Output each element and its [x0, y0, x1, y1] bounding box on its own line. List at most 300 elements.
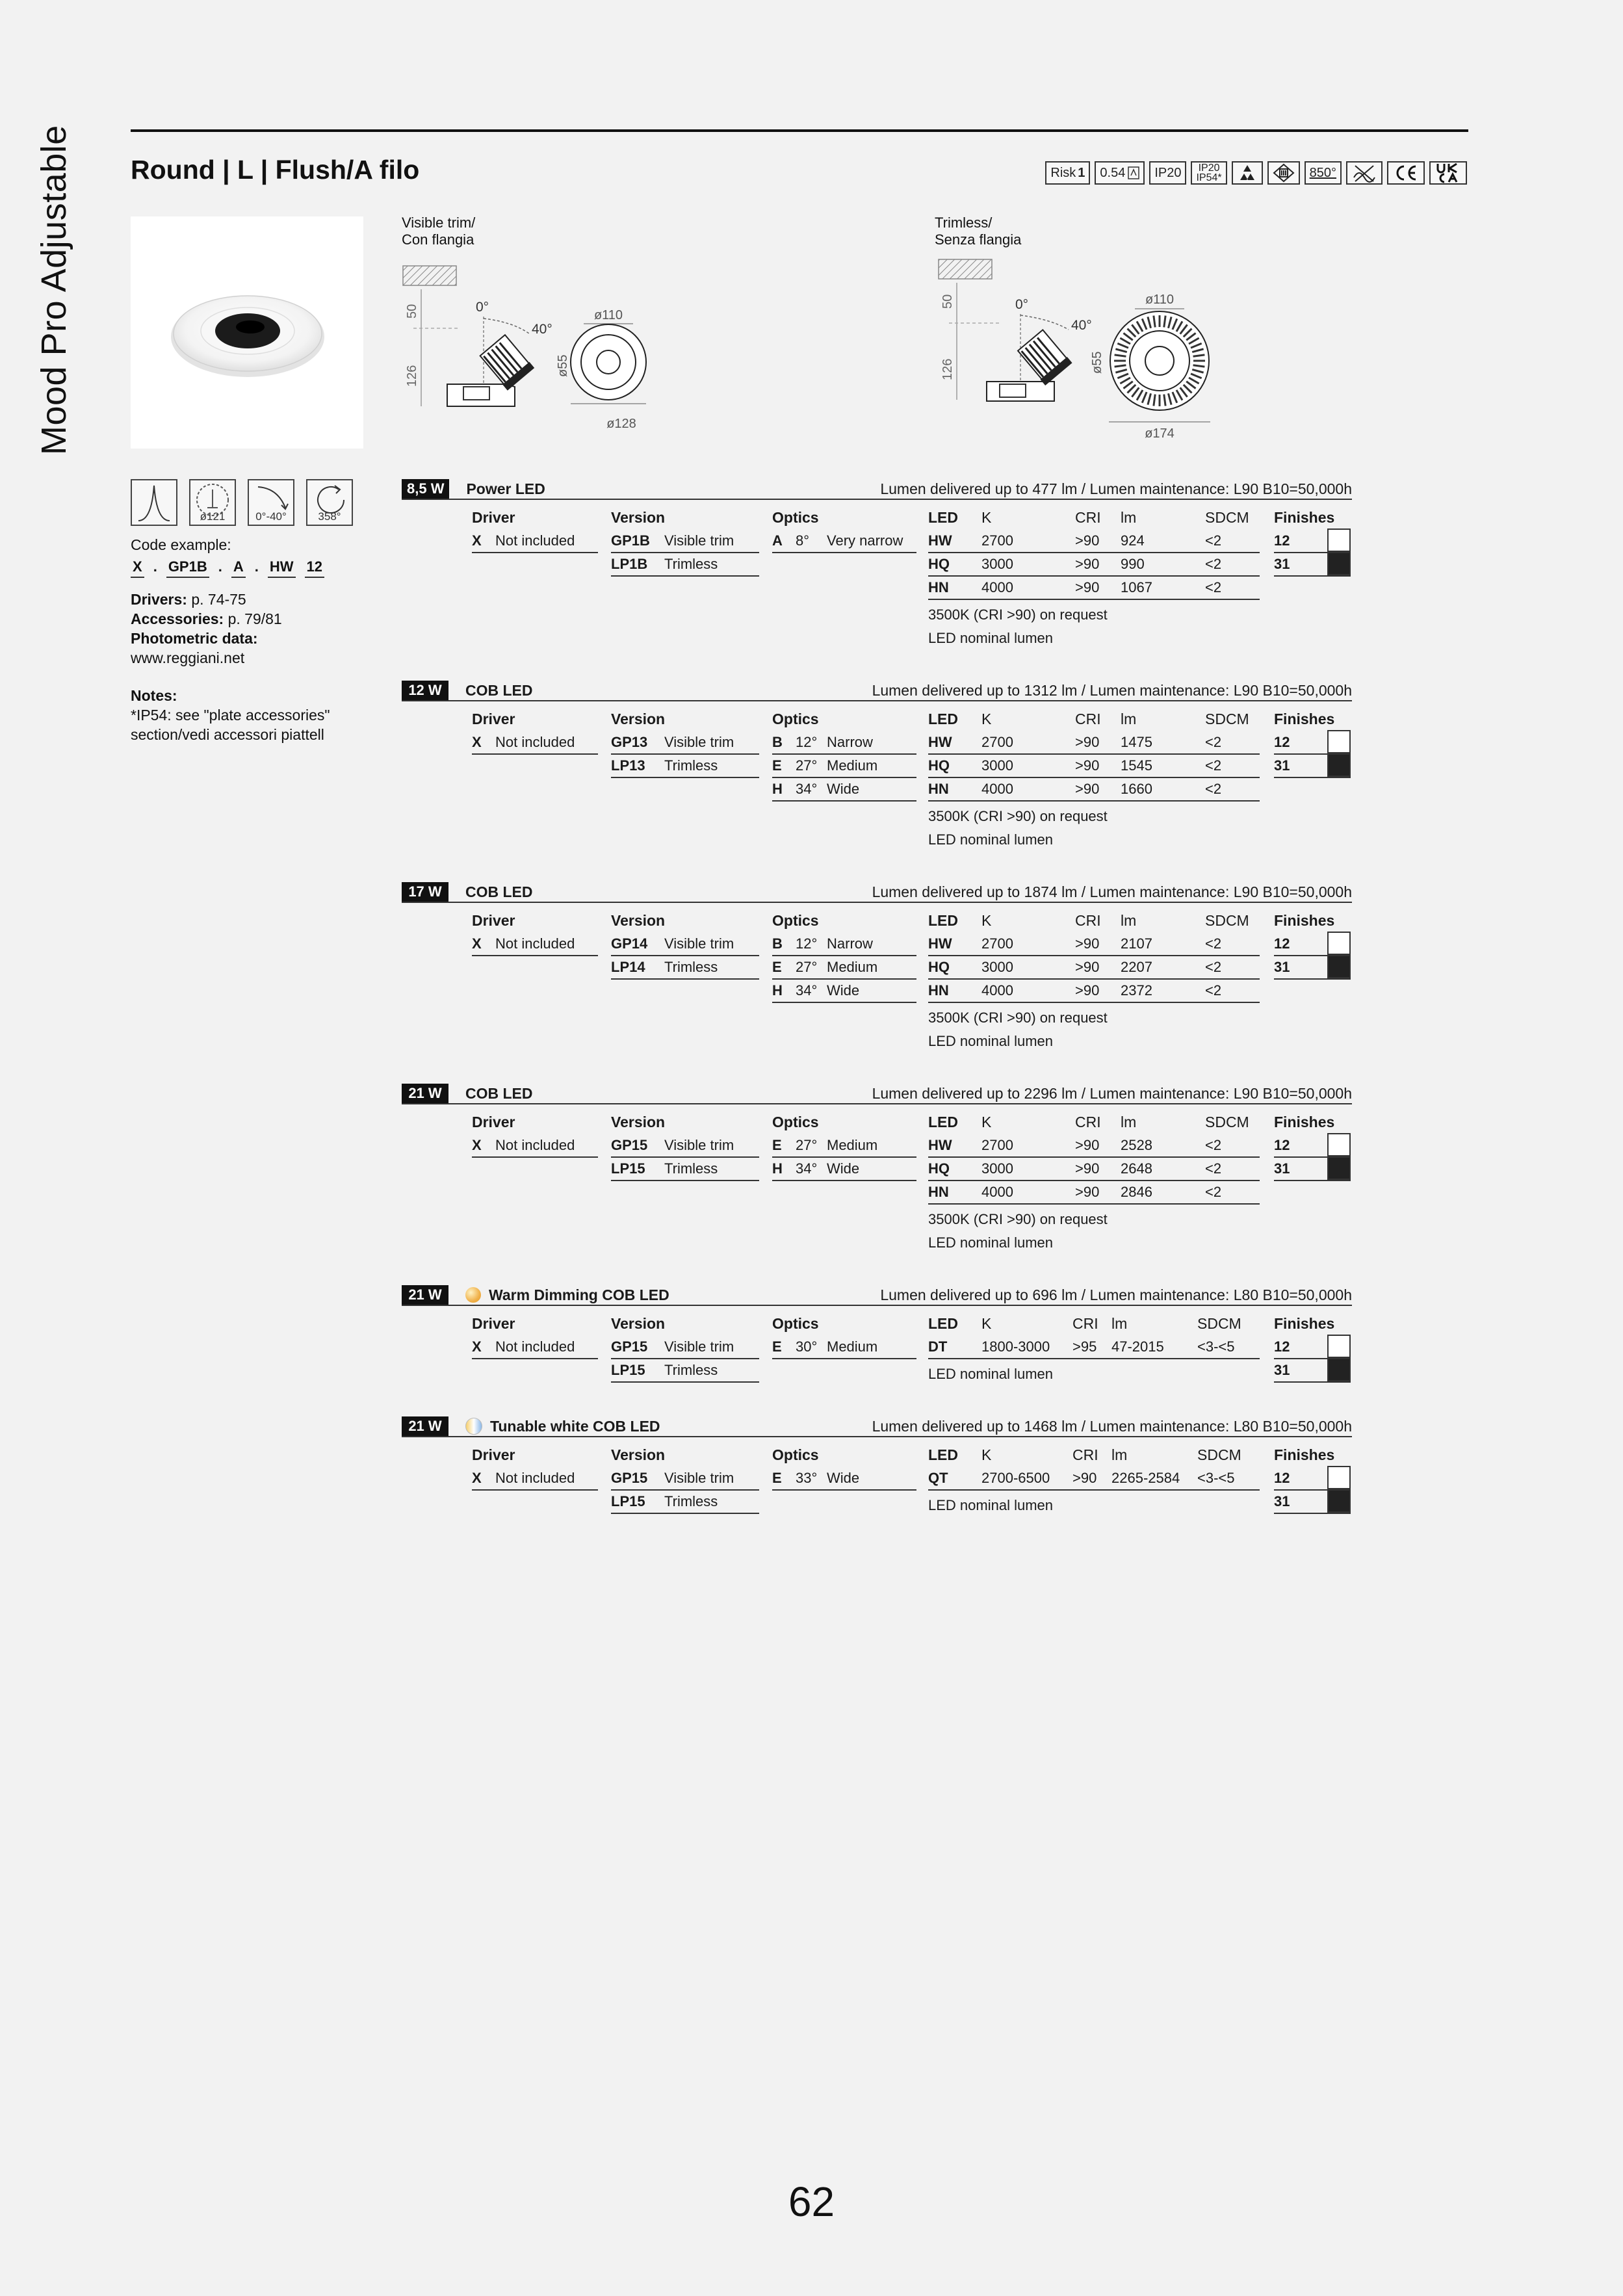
led-code: HW [928, 532, 952, 549]
led-cri: >90 [1075, 579, 1100, 595]
row-rule [1274, 1513, 1351, 1514]
wattage-badge: 21 W [402, 1084, 448, 1103]
svg-text:40°: 40° [1071, 318, 1092, 333]
led-code: HW [928, 935, 952, 952]
product-section [402, 882, 1352, 1049]
section-header [402, 1285, 1352, 1306]
column-header-cri: CRI [1072, 1446, 1098, 1463]
column-header-driver: Driver [472, 1315, 515, 1332]
svg-text:40°: 40° [532, 322, 552, 337]
row-rule [472, 753, 598, 755]
version-option: GP1B Visible trim [611, 532, 734, 549]
version-option: LP14 Trimless [611, 959, 718, 975]
led-lm: 1660 [1121, 781, 1152, 797]
column-header-version: Version [611, 1114, 666, 1130]
certification-row [1045, 161, 1467, 185]
row-rule [611, 1180, 759, 1181]
lumen-info: Lumen delivered up to 477 lm / Lumen maintenance: L90 B10=50,000h [880, 480, 1352, 497]
led-sdcm: <2 [1205, 532, 1222, 549]
row-rule [611, 777, 759, 778]
row-rule [928, 777, 1260, 778]
version-option: GP15 Visible trim [611, 1137, 734, 1153]
led-lm: 924 [1121, 532, 1145, 549]
led-lm: 2372 [1121, 982, 1152, 998]
row-rule [928, 955, 1260, 956]
column-header-driver: Driver [472, 1114, 515, 1130]
led-code: HN [928, 982, 949, 998]
led-k: 2700-6500 [981, 1470, 1050, 1486]
led-lm: 1545 [1121, 757, 1152, 774]
led-k: 2700 [981, 935, 1013, 952]
feature-icons [131, 479, 353, 526]
led-code: HQ [928, 959, 950, 975]
row-rule [772, 978, 916, 980]
row-rule [928, 552, 1260, 553]
led-cri: >90 [1075, 556, 1100, 572]
row-rule [472, 955, 598, 956]
svg-text:126: 126 [941, 358, 955, 380]
version-option: LP1B Trimless [611, 556, 718, 572]
led-sdcm: <2 [1205, 734, 1222, 750]
column-header-optics: Optics [772, 912, 819, 929]
finish-code: 31 [1274, 1493, 1290, 1509]
led-sdcm: <2 [1205, 1184, 1222, 1200]
led-type: Tunable white COB LED [465, 1418, 660, 1435]
column-header-optics: Optics [772, 1446, 819, 1463]
lumen-info: Lumen delivered up to 1874 lm / Lumen maintenance: L90 B10=50,000h [872, 883, 1352, 900]
product-section [402, 1416, 1352, 1513]
optics-option: B 12° Narrow [772, 734, 873, 750]
led-note: LED nominal lumen [928, 1497, 1053, 1513]
svg-text:0°: 0° [1015, 297, 1029, 312]
version-option: LP15 Trimless [611, 1493, 718, 1509]
version-option: GP15 Visible trim [611, 1338, 734, 1355]
finish-code: 31 [1274, 1160, 1290, 1177]
svg-text:ø174: ø174 [1145, 426, 1175, 441]
rotation-icon: 358° [306, 479, 353, 526]
led-sdcm: <2 [1205, 982, 1222, 998]
led-cri: >90 [1075, 935, 1100, 952]
led-k: 2700 [981, 532, 1013, 549]
led-lm: 990 [1121, 556, 1145, 572]
led-k: 3000 [981, 556, 1013, 572]
wattage-badge: 8,5 W [402, 479, 449, 499]
finish-swatch-white [1327, 1466, 1351, 1489]
column-header-lm: lm [1111, 1315, 1128, 1332]
column-header-led: LED [928, 1315, 958, 1332]
optics-option: E 27° Medium [772, 959, 878, 975]
finish-swatch-black [1327, 552, 1351, 575]
row-rule [611, 1513, 759, 1514]
row-rule [772, 753, 916, 755]
product-section [402, 1084, 1352, 1251]
led-cri: >95 [1072, 1338, 1097, 1355]
column-header-cri: CRI [1075, 711, 1101, 727]
row-rule [772, 955, 916, 956]
led-sdcm: <2 [1205, 959, 1222, 975]
led-sdcm: <2 [1205, 1160, 1222, 1177]
wattage-badge: 12 W [402, 681, 448, 700]
svg-text:ø110: ø110 [593, 308, 623, 322]
led-sdcm: <2 [1205, 781, 1222, 797]
finish-code: 12 [1274, 1338, 1290, 1355]
column-header-sdcm: SDCM [1197, 1446, 1241, 1463]
led-k: 2700 [981, 734, 1013, 750]
row-rule [611, 1381, 759, 1383]
led-code: HN [928, 579, 949, 595]
column-header-optics: Optics [772, 509, 819, 526]
section-header [402, 681, 1352, 701]
product-section [402, 479, 1352, 646]
technical-drawing-visible-trim [402, 257, 675, 439]
row-rule [928, 800, 1260, 802]
led-cri: >90 [1075, 959, 1100, 975]
row-rule [928, 1156, 1260, 1158]
column-header-sdcm: SDCM [1197, 1315, 1241, 1332]
column-header-optics: Optics [772, 1114, 819, 1130]
column-header-lm: lm [1121, 1114, 1137, 1130]
led-lm: 1475 [1121, 734, 1152, 750]
version-option: LP13 Trimless [611, 757, 718, 774]
led-note: 3500K (CRI >90) on request [928, 1010, 1108, 1026]
led-k: 2700 [981, 1137, 1013, 1153]
led-lm: 2846 [1121, 1184, 1152, 1200]
svg-text:0°: 0° [476, 300, 489, 315]
side-title: Mood Pro Adjustable [34, 125, 73, 455]
column-header-finishes: Finishes [1274, 1446, 1335, 1463]
finish-code: 31 [1274, 556, 1290, 572]
led-k: 1800-3000 [981, 1338, 1050, 1355]
led-cri: >90 [1075, 1137, 1100, 1153]
led-code: HN [928, 1184, 949, 1200]
optics-option: B 12° Narrow [772, 935, 873, 952]
led-k: 4000 [981, 982, 1013, 998]
power-factor-badge: 0.54 [1095, 161, 1145, 185]
version-option: GP14 Visible trim [611, 935, 734, 952]
recycle-icon [1232, 161, 1263, 185]
driver-option: X Not included [472, 935, 575, 952]
led-cri: >90 [1075, 1184, 1100, 1200]
finish-code: 31 [1274, 959, 1290, 975]
led-k: 4000 [981, 1184, 1013, 1200]
section-header [402, 479, 1352, 500]
ip20-badge: IP20 [1149, 161, 1186, 185]
column-header-k: K [981, 912, 992, 929]
row-rule [928, 978, 1260, 980]
cutout-icon: ø121 [189, 479, 236, 526]
column-header-cri: CRI [1075, 1114, 1101, 1130]
svg-text:50: 50 [405, 304, 419, 319]
column-header-optics: Optics [772, 711, 819, 727]
row-rule [772, 777, 916, 778]
finish-code: 12 [1274, 532, 1290, 549]
section-header [402, 1416, 1352, 1437]
led-sdcm: <2 [1205, 556, 1222, 572]
optics-option: E 27° Medium [772, 757, 878, 774]
optics-option: E 27° Medium [772, 1137, 878, 1153]
row-rule [611, 1489, 759, 1491]
svg-text:50: 50 [941, 294, 955, 309]
led-note: LED nominal lumen [928, 1033, 1053, 1049]
driver-option: X Not included [472, 1137, 575, 1153]
led-type: COB LED [465, 681, 533, 699]
led-type: Warm Dimming COB LED [465, 1286, 669, 1304]
column-header-cri: CRI [1072, 1315, 1098, 1332]
column-header-cri: CRI [1075, 912, 1101, 929]
section-header [402, 1084, 1352, 1104]
led-note: LED nominal lumen [928, 630, 1053, 646]
row-rule [472, 552, 598, 553]
led-cri: >90 [1075, 982, 1100, 998]
risk-badge: Risk 1 [1045, 161, 1090, 185]
lumen-info: Lumen delivered up to 1468 lm / Lumen maintenance: L80 B10=50,000h [872, 1418, 1352, 1435]
column-header-driver: Driver [472, 1446, 515, 1463]
led-code: HW [928, 734, 952, 750]
optics-option: H 34° Wide [772, 1160, 860, 1177]
row-rule [1274, 1381, 1351, 1383]
ukca-mark-icon [1429, 161, 1467, 185]
lumen-info: Lumen delivered up to 2296 lm / Lumen maintenance: L90 B10=50,000h [872, 1085, 1352, 1102]
row-rule [611, 552, 759, 553]
column-header-finishes: Finishes [1274, 711, 1335, 727]
tilt-icon: 0°-40° [248, 479, 294, 526]
finish-code: 31 [1274, 1362, 1290, 1378]
led-k: 3000 [981, 1160, 1013, 1177]
finish-swatch-black [1327, 1358, 1351, 1381]
led-cri: >90 [1075, 1160, 1100, 1177]
version-option: LP15 Trimless [611, 1362, 718, 1378]
column-header-k: K [981, 711, 992, 727]
page-title: Round | L | Flush/A filo [131, 155, 420, 185]
column-header-k: K [981, 1446, 992, 1463]
column-header-version: Version [611, 912, 666, 929]
row-rule [772, 552, 916, 553]
column-header-version: Version [611, 711, 666, 727]
column-header-led: LED [928, 1114, 958, 1130]
row-rule [928, 1203, 1260, 1205]
beam-icon [131, 479, 177, 526]
led-sdcm: <3-<5 [1197, 1338, 1235, 1355]
row-rule [472, 1358, 598, 1359]
ce-mark-icon [1387, 161, 1425, 185]
row-rule [928, 1489, 1260, 1491]
finish-swatch-white [1327, 528, 1351, 552]
column-header-optics: Optics [772, 1315, 819, 1332]
led-type: Power LED [466, 480, 545, 497]
led-sdcm: <2 [1205, 579, 1222, 595]
row-rule [611, 978, 759, 980]
column-header-led: LED [928, 509, 958, 526]
svg-text:ø55: ø55 [1090, 351, 1104, 374]
product-photo [131, 216, 363, 449]
row-rule [928, 1002, 1260, 1003]
product-section [402, 681, 1352, 848]
led-lm: 2107 [1121, 935, 1152, 952]
led-sdcm: <2 [1205, 757, 1222, 774]
finish-swatch-white [1327, 932, 1351, 955]
row-rule [772, 800, 916, 802]
tunable-white-icon [465, 1418, 482, 1435]
column-header-sdcm: SDCM [1205, 912, 1249, 929]
row-rule [772, 1156, 916, 1158]
led-note: 3500K (CRI >90) on request [928, 607, 1108, 623]
website-link[interactable]: www.reggiani.net [131, 649, 245, 666]
code-example-label: Code example: [131, 536, 231, 553]
column-header-sdcm: SDCM [1205, 711, 1249, 727]
led-lm: 2648 [1121, 1160, 1152, 1177]
row-rule [772, 1180, 916, 1181]
driver-option: X Not included [472, 532, 575, 549]
temperature-badge: 850° [1305, 161, 1342, 185]
finish-swatch-black [1327, 955, 1351, 978]
row-rule [611, 955, 759, 956]
finish-swatch-white [1327, 1335, 1351, 1358]
led-note: LED nominal lumen [928, 831, 1053, 848]
column-header-k: K [981, 1315, 992, 1332]
column-header-cri: CRI [1075, 509, 1101, 526]
row-rule [1274, 978, 1351, 980]
led-k: 3000 [981, 959, 1013, 975]
svg-text:ø128: ø128 [606, 417, 636, 431]
column-header-sdcm: SDCM [1205, 509, 1249, 526]
lumen-info: Lumen delivered up to 696 lm / Lumen maintenance: L80 B10=50,000h [880, 1286, 1352, 1303]
row-rule [928, 599, 1260, 600]
column-header-version: Version [611, 509, 666, 526]
wattage-badge: 21 W [402, 1285, 448, 1305]
row-rule [928, 575, 1260, 577]
version-option: GP13 Visible trim [611, 734, 734, 750]
led-type: COB LED [465, 883, 533, 900]
column-header-led: LED [928, 912, 958, 929]
led-code: HW [928, 1137, 952, 1153]
finish-code: 31 [1274, 757, 1290, 774]
drawing-label-visible-trim: Visible trim/ Con flangia [402, 215, 476, 248]
led-k: 4000 [981, 579, 1013, 595]
drawing-label-trimless: Trimless/ Senza flangia [935, 215, 1022, 248]
column-header-finishes: Finishes [1274, 912, 1335, 929]
finish-swatch-white [1327, 730, 1351, 753]
lumen-info: Lumen delivered up to 1312 lm / Lumen maintenance: L90 B10=50,000h [872, 682, 1352, 699]
optics-option: E 33° Wide [772, 1470, 860, 1486]
led-code: HQ [928, 1160, 950, 1177]
row-rule [928, 1180, 1260, 1181]
column-header-led: LED [928, 711, 958, 727]
svg-text:ø110: ø110 [1145, 293, 1175, 307]
wattage-badge: 17 W [402, 882, 448, 902]
led-sdcm: <2 [1205, 935, 1222, 952]
column-header-driver: Driver [472, 509, 515, 526]
row-rule [611, 1156, 759, 1158]
finish-swatch-black [1327, 1489, 1351, 1513]
led-lm: 47-2015 [1111, 1338, 1164, 1355]
top-rule [131, 129, 1468, 132]
references: Drivers: p. 74-75 Accessories: p. 79/81 Photometric data: www.reggiani.net [131, 590, 378, 668]
row-rule [928, 1358, 1260, 1359]
version-option: LP15 Trimless [611, 1160, 718, 1177]
notes-title: Notes: [131, 687, 177, 704]
finish-code: 12 [1274, 935, 1290, 952]
ip-rating-badge: IP20 IP54* [1191, 161, 1227, 185]
led-code: HQ [928, 556, 950, 572]
row-rule [472, 1489, 598, 1491]
column-header-sdcm: SDCM [1205, 1114, 1249, 1130]
led-sdcm: <3-<5 [1197, 1470, 1235, 1486]
section-header [402, 882, 1352, 903]
column-header-version: Version [611, 1446, 666, 1463]
column-header-k: K [981, 1114, 992, 1130]
finish-swatch-black [1327, 753, 1351, 777]
finish-code: 12 [1274, 1137, 1290, 1153]
no-insulation-icon [1346, 161, 1383, 185]
finish-swatch-white [1327, 1133, 1351, 1156]
driver-option: X Not included [472, 1338, 575, 1355]
led-cri: >90 [1075, 734, 1100, 750]
wattage-badge: 21 W [402, 1416, 448, 1436]
notes-text: *IP54: see "plate accessories" section/vedi accessori piattell [131, 707, 330, 743]
column-header-finishes: Finishes [1274, 509, 1335, 526]
led-k: 3000 [981, 757, 1013, 774]
column-header-led: LED [928, 1446, 958, 1463]
led-lm: 2265-2584 [1111, 1470, 1180, 1486]
left-info-column [131, 535, 378, 744]
row-rule [611, 575, 759, 577]
optics-option: H 34° Wide [772, 982, 860, 998]
led-type: COB LED [465, 1084, 533, 1102]
led-k: 4000 [981, 781, 1013, 797]
optics-option: A 8° Very narrow [772, 532, 903, 549]
driver-option: X Not included [472, 734, 575, 750]
led-code: HN [928, 781, 949, 797]
row-rule [611, 1358, 759, 1359]
version-option: GP15 Visible trim [611, 1470, 734, 1486]
led-note: 3500K (CRI >90) on request [928, 808, 1108, 824]
row-rule [772, 1002, 916, 1003]
warm-dimming-icon [465, 1287, 481, 1303]
code-example: X . GP1B . A . HW 12 [131, 557, 378, 578]
column-header-finishes: Finishes [1274, 1114, 1335, 1130]
row-rule [1274, 575, 1351, 577]
driver-option: X Not included [472, 1470, 575, 1486]
led-code: HQ [928, 757, 950, 774]
column-header-driver: Driver [472, 912, 515, 929]
led-sdcm: <2 [1205, 1137, 1222, 1153]
column-header-lm: lm [1121, 509, 1137, 526]
row-rule [1274, 1180, 1351, 1181]
product-section [402, 1285, 1352, 1382]
row-rule [928, 753, 1260, 755]
row-rule [472, 1156, 598, 1158]
led-cri: >90 [1075, 757, 1100, 774]
row-rule [1274, 777, 1351, 778]
class-iii-icon [1267, 161, 1300, 185]
column-header-driver: Driver [472, 711, 515, 727]
row-rule [772, 1489, 916, 1491]
page-number: 62 [788, 2178, 835, 2225]
led-lm: 2528 [1121, 1137, 1152, 1153]
finish-code: 12 [1274, 734, 1290, 750]
column-header-lm: lm [1111, 1446, 1128, 1463]
led-code: QT [928, 1470, 948, 1486]
finish-swatch-black [1327, 1156, 1351, 1180]
led-note: LED nominal lumen [928, 1366, 1053, 1382]
led-note: 3500K (CRI >90) on request [928, 1211, 1108, 1227]
svg-text:ø55: ø55 [556, 354, 570, 377]
row-rule [772, 1358, 916, 1359]
optics-option: H 34° Wide [772, 781, 860, 797]
svg-text:126: 126 [405, 365, 419, 387]
column-header-k: K [981, 509, 992, 526]
led-cri: >90 [1075, 532, 1100, 549]
